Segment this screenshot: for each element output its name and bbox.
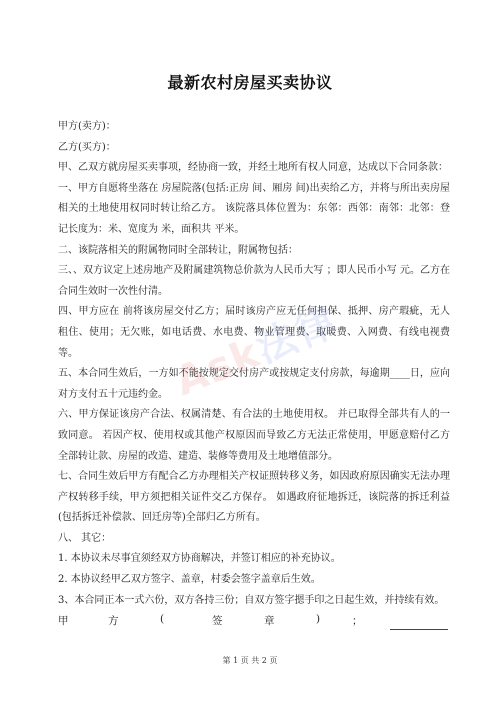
clause-5: 五、本合同生效后，一方如不能按规定交付房产或按规定支付房款，每逾期____日，应向对方支付五十元违约金。 [58, 368, 450, 400]
party-a-line: 甲方(卖方)： [58, 121, 116, 132]
preamble-paragraph: 甲、乙双方就房屋买卖事项，经协商一致，并经土地所有权人同意，达成以下合同条款： [58, 162, 448, 174]
watermark-text-b: 法律 [249, 298, 346, 373]
page-number: 第 1 页 共 2 页 [222, 656, 278, 665]
clause-7: 七、合同生效后甲方有配合乙方办理相关产权证照转移义务，如因政府原因确实无法办理产权转移手续，甲方须把相关证件交乙方保存。 如遇政府征地拆迁，该院落的拆迁利益(包括拆迁补偿款、回迁房等)全部归乙方所有。 [58, 471, 450, 524]
clause-3: 三、、双方议定上述房地产及附属建筑物总价款为人民币大写 ；即人民币小写 元。乙方在合同生效时一次性付清。 [58, 265, 450, 297]
clause-8-item-1: 1. 本协议未尽事宜须经双方协商解决，并签订相应的补充协议。 [58, 553, 341, 565]
signature-blank [390, 629, 448, 630]
signature-char-7: ； [352, 615, 363, 627]
clause-1: 一、甲方自愿将坐落在 房屋院落(包括:正房 间、厢房 间)出卖给乙方，并将与所出卖房屋相关的土地使用权同时转让给乙方。 该院落具体位置为：东邻：西邻：南邻：北邻：登记长度为：米、宽度为 米，面积共 平米。 [58, 182, 450, 235]
clause-4: 四、甲方应在 前将该房屋交付乙方；届时该房产应无任何担保、抵押、房产瑕疵，无人租住、使用；无欠账，如电话费、水电费、物业管理费、取暖费、入网费、有线电视费等。 [58, 306, 450, 359]
signature-char-2: 方 [108, 615, 119, 627]
clause-8-item-3: 3、本合同正本一式六份，双方各持三份；自双方签字摁手印之日起生效，并持续有效。 [58, 594, 445, 606]
clause-8-heading: 八、 其它： [58, 532, 112, 544]
watermark-text-a: Ask [168, 329, 268, 406]
signature-char-3: ( [160, 613, 165, 625]
signature-line [58, 613, 450, 633]
party-b-line: 乙方(买方)： [58, 141, 116, 153]
document-body [58, 117, 450, 611]
signature-char-1: 甲 [58, 615, 69, 627]
clause-6: 六、甲方保证该房产合法、权属清楚、有合法的土地使用权。 并已取得全部共有人的一致同意。 若因产权、使用权或其他产权原因而导致乙方无法正常使用，甲愿意赔付乙方全部转让款、房屋的改造、建造、装修等费用及土地增值部分。 [58, 409, 450, 462]
signature-char-4: 签 [212, 615, 223, 627]
page-title: 最新农村房屋买卖协议 [167, 73, 333, 92]
clause-8-item-2: 2. 本协议经甲乙双方签字、盖章，村委会签字盖章后生效。 [58, 574, 321, 586]
signature-char-6: ) [316, 613, 321, 625]
clause-2: 二、该院落相关的附属物同时全部转让，附属物包括： [58, 244, 298, 256]
signature-char-5: 章 [264, 615, 275, 627]
